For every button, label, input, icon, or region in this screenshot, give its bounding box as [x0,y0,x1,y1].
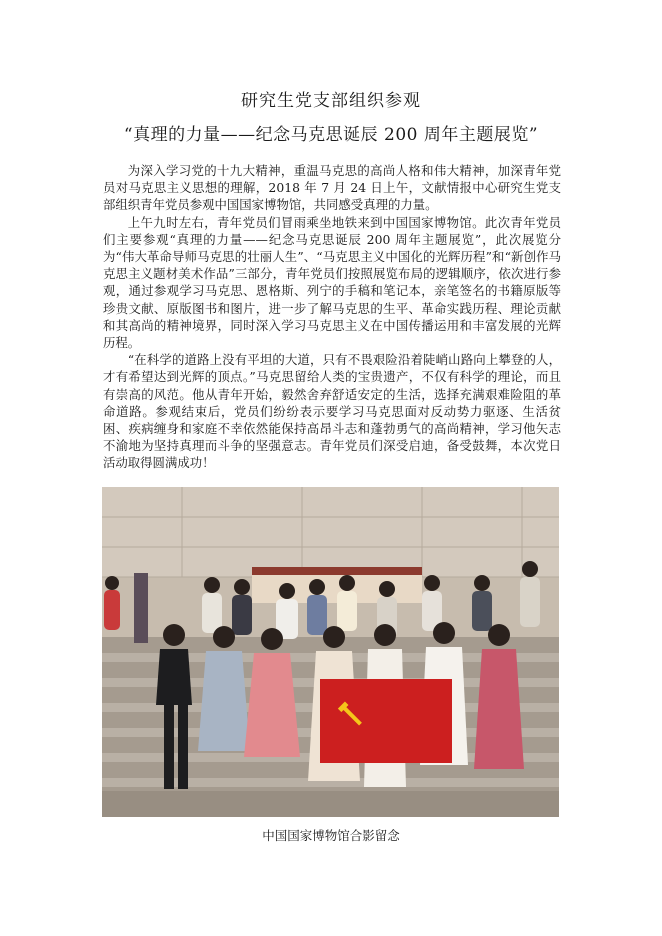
title-line-1: 研究生党支部组织参观 [241,91,421,111]
paragraph-3: “在科学的道路上没有平坦的大道，只有不畏艰险沿着陡峭山路向上攀登的人，才有希望达到光辉的顶点。”马克思留给人类的宝贵遗产，不仅有科学的理论，而且有崇高的风范。他从青年开始，毅然舍弃舒适安定的生活，选择充满艰难险阻的革命道路。参观结束后，党员们纷纷表示要学习马克思面对反动势力驱逐、生活贫困、疾病缠身和家庭不幸依然能保持高昂斗志和蓬勃勇气的高尚精神，学习他矢志不渝地为坚持真理而斗争的坚强意志。青年党员们深受启迪，备受鼓舞，本次党日活动取得圆满成功！ [103,352,561,471]
paragraph-1: 为深入学习党的十九大精神，重温马克思的高尚人格和伟大精神，加深青年党员对马克思主义思想的理解，2018 年 7 月 24 日上午，文献情报中心研究生党支部组织青年党员参观中国国家博物馆，共同感受真理的力量。 [103,163,561,213]
article-body [103,162,561,472]
photo-caption: 中国国家博物馆合影留念 [262,828,400,843]
title-line-2: “真理的力量——纪念马克思诞辰 200 周年主题展览” [123,125,539,145]
group-photo [102,487,559,817]
paragraph-2: 上午九时左右，青年党员们冒雨乘坐地铁来到中国国家博物馆。此次青年党员们主要参观“真理的力量——纪念马克思诞辰 200 周年主题展览”，此次展览分为“伟大革命导师马克思的壮丽人生”、“马克思主义中国化的光辉历程”和“新创作马克思主义题材美术作品”三部分，青年党员们按照展览布局的逻辑顺序，依次进行参观，通过参观学习马克思、恩格斯、列宁的手稿和笔记本，亲笔签名的书籍原版等珍贵文献、原版图书和图片，进一步了解马克思的生平、革命实践历程、理论贡献和其高尚的精神境界，同时深入学习马克思主义在中国传播运用和丰富发展的光辉历程。 [103,214,561,351]
party-flag [320,679,452,763]
